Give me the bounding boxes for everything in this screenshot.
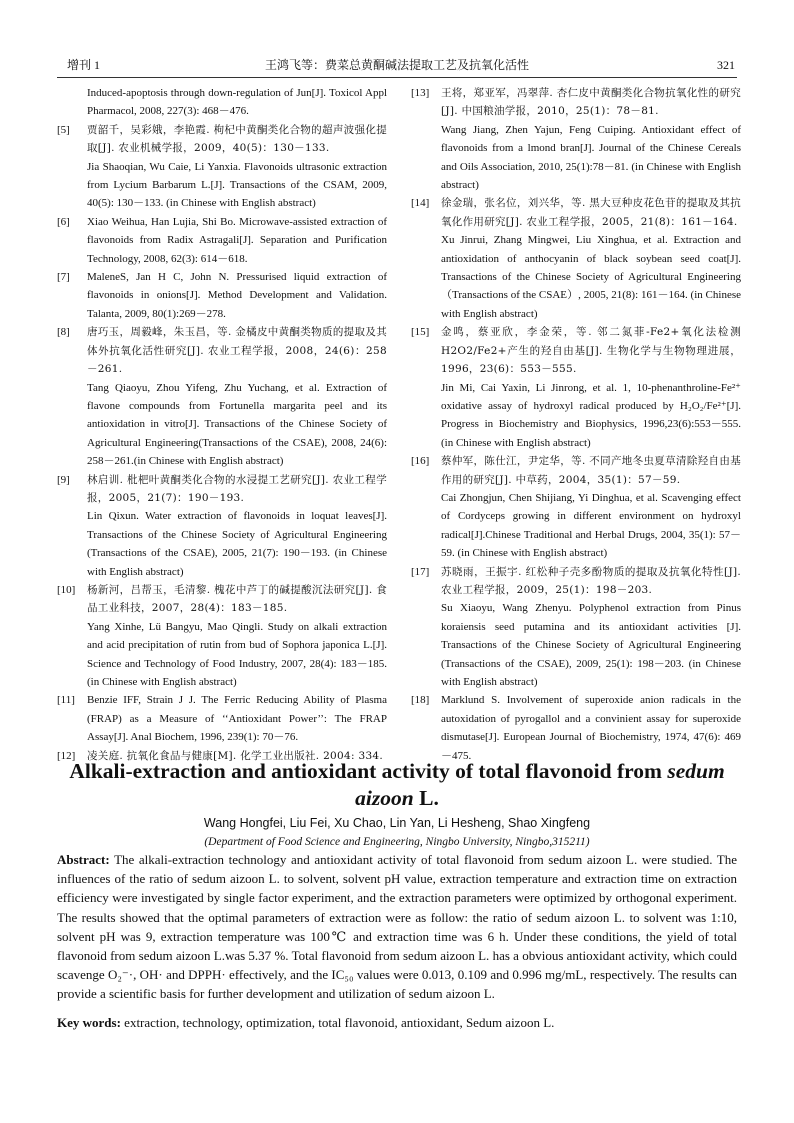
article-affiliation: (Department of Food Science and Engineering, Ningbo University, Ningbo,315211)	[204, 836, 590, 848]
reference-english-text: Tang Qiaoyu, Zhou Yifeng, Zhu Yuchang, et al. Extraction of flavone compounds from Fortunella margarita peel and its antioxidation in vitro[J]. Transactions of the Chinese Society of Agricultural Engineering(Transactions of the CSAE), 2008, 24(6): 258－261.(in Chinese with English abstract)	[87, 381, 387, 468]
reference-item	[57, 581, 387, 691]
article-authors: Wang Hongfei, Liu Fei, Xu Chao, Lin Yan, Li Hesheng, Shao Xingfeng	[203, 816, 591, 830]
reference-number: [16]	[411, 455, 430, 468]
reference-chinese-text: 王将，郑亚军，冯翠萍. 杏仁皮中黄酮类化合物抗氧化性的研究[J]. 中国粮油学报，2010，25(1)：78－81.	[441, 87, 741, 118]
reference-chinese-text: 杨新河，吕帮玉，毛清黎. 槐花中芦丁的碱提酸沉法研究[J]. 食品工业科技，2007，28(4)：183－185.	[87, 583, 387, 615]
reference-english-text: Benzie IFF, Strain J J. The Ferric Reducing Ability of Plasma (FRAP) as a Measure of ‘‘Antioxidant Power’’: The FRAP Assay[J]. Anal Biochem, 1996, 239(1): 70－76.	[87, 694, 387, 744]
page-number: 321	[717, 58, 735, 72]
reference-number: [15]	[411, 326, 430, 339]
reference-item	[411, 452, 741, 562]
reference-english-text: Wang Jiang, Zhen Yajun, Feng Cuiping. Antioxidant effect of flavonoids from a lmond bran[J]. Journal of the Chinese Cereals and Oils Association, 2010, 25(1):78－81. (in Chinese with English abstract)	[441, 123, 741, 192]
reference-item	[57, 471, 387, 581]
reference-number: [9]	[57, 473, 70, 486]
reference-english-text: MaleneS, Jan H C, John N. Pressurised liquid extraction of flavonoids in onions[J]. Method Development and Validation. Talanta, 2009, 80(1):269－278.	[87, 271, 387, 320]
reference-item	[57, 213, 387, 268]
reference-english-text: Marklund S. Involvement of superoxide anion radicals in the autoxidation of pyrogallol and a convinient assay for superoxide dismutase[J]. European Journal of Biochemistry, 1974, 47(6): 469－475.	[441, 694, 741, 762]
keywords	[57, 1013, 737, 1032]
reference-item	[57, 323, 387, 470]
reference-number: [13]	[411, 87, 430, 99]
reference-english-text: Jin Mi, Cai Yaxin, Li Jinrong, et al. 1, 10-phenanthroline-Fe²⁺ oxidative assay of hydroxyl radical produced by H₂O₂/Fe²⁺[J]. Progress in Biochemistry and Biophysics, 1996,23(6):553－555. (in Chinese with English abstract)	[441, 381, 741, 449]
reference-number: [5]	[57, 123, 70, 136]
reference-number: [10]	[57, 583, 76, 596]
reference-item	[57, 84, 387, 121]
issue-label: 增刊 1	[67, 58, 101, 72]
reference-item	[57, 691, 387, 746]
reference-item	[57, 268, 387, 323]
reference-number: [17]	[411, 565, 430, 578]
reference-english-text: Xu Jinrui, Zhang Mingwei, Liu Xinghua, et al. Extraction and antioxidation of anthocyanin of black soybean seed coat[J]. Transactions of the Chinese Society of Agricultural Engineering（Transactions of the CSAE）, 2005, 21(8): 161－164. (in Chinese with English abstract)	[441, 234, 741, 320]
abstract-text: The alkali-extraction technology and antioxidant activity of total flavonoid from sedum aizoon L. were studied. The influences of the ratio of sedum aizoon L. to solvent, solvent pH value, extraction temperature and extraction time on extraction efficiency were investigated by single factor experiment, and the extraction parameters were optimized by orthogonal experiment. The results showed that the optimal parameters of extraction were as follow: the ratio of sedum aizoon L. to solvent was 1:10, solvent pH was 9, extraction temperature was 100℃ and extraction time was 6 h. Under these conditions, the yield of total flavonoid from sedum aizoon L.was 5.37 %. Total flavonoid from sedum aizoon L. has a obvious antioxidant activity, which could scavenge O₂⁻·, OH· and DPPH· effectively, and the IC₅₀ values were 0.013, 0.109 and 0.996 mg/mL, respectively. The results can provide a scientific basis for further development and utilization of sedum aizoon L.	[57, 852, 738, 1002]
reference-chinese-text: 林启训. 枇杷叶黄酮类化合物的水浸提工艺研究[J]. 农业工程学报，2005，21(7)：190－193.	[87, 473, 387, 504]
abstract	[57, 850, 737, 1004]
reference-number: [8]	[57, 326, 70, 339]
reference-chinese-text: 徐金瑞，张名位，刘兴华，等. 黑大豆种皮花色苷的提取及其抗氧化作用研究[J]. 农业工程学报，2005，21(8)：161－164.	[441, 197, 741, 228]
reference-item	[411, 84, 741, 194]
reference-item	[411, 194, 741, 323]
reference-chinese-text: 贾韶千，吴彩娥，李艳霞. 枸杞中黄酮类化合物的超声波强化提取[J]. 农业机械学报，2009，40(5)：130－133.	[87, 123, 387, 155]
reference-text: Induced-apoptosis through down-regulation of Jun[J]. Toxicol Appl Pharmacol, 2008, 227(3): 468－476.	[87, 87, 387, 118]
reference-chinese-text: 唐巧玉，周毅峰，朱玉昌，等. 金橘皮中黄酮类物质的提取及其体外抗氧化活性研究[J]. 农业工程学报，2008，24(6)：258－261.	[87, 326, 387, 376]
reference-english-text: Yang Xinhe, Lü Bangyu, Mao Qingli. Study on alkali extraction and acid precipitation of rutin from bud of Sophora japonica L.[J]. Science and Technology of Food Industry, 2007, 28(4): 183－185. (in Chinese with English abstract)	[87, 620, 387, 688]
reference-number: [7]	[57, 271, 70, 284]
reference-item	[57, 121, 387, 213]
header-rule	[57, 77, 737, 78]
reference-number: [12]	[57, 749, 76, 762]
title-main: Alkali-extraction and antioxidant activity of total flavonoid from	[69, 759, 668, 783]
reference-number: [6]	[57, 215, 70, 228]
keywords-text: extraction, technology, optimization, total flavonoid, antioxidant, Sedum aizoon L.	[124, 1015, 555, 1030]
reference-item	[411, 323, 741, 452]
references-left-column	[57, 84, 387, 765]
reference-english-text: Lin Qixun. Water extraction of flavonoids in loquat leaves[J]. Transactions of the Chinese Society of Agricultural Engineering (Transactions of the CSAE), 2005, 21(7): 190－193. (in Chinese with English abstract)	[87, 510, 387, 578]
title-species: sedum aizoon	[355, 759, 725, 810]
title-end: L.	[413, 786, 439, 810]
reference-number: [14]	[411, 197, 430, 210]
reference-number: [11]	[57, 694, 75, 707]
reference-chinese-text: 金鸣，蔡亚欣，李金荣，等. 邻二氮菲-Fe2+氧化法检测H2O2/Fe2+产生的羟自由基[J]. 生物化学与生物物理进展，1996，23(6)：553－555.	[441, 326, 741, 376]
reference-english-text: Cai Zhongjun, Chen Shijiang, Yi Dinghua, et al. Scavenging effect of Cordyceps growing in different environment on hydroxyl radical[J].Chinese Traditional and Herbal Drugs, 2004, 35(1): 57－59. (in Chinese with English abstract)	[441, 491, 741, 560]
abstract-label: Abstract:	[57, 852, 110, 867]
reference-item	[411, 691, 741, 765]
reference-chinese-text: 凌关庭. 抗氧化食品与健康[M]. 化学工业出版社. 2004: 334.	[87, 749, 384, 762]
references-right-column	[411, 84, 741, 765]
reference-english-text: Xiao Weihua, Han Lujia, Shi Bo. Microwave-assisted extraction of flavonoids from Radix Astragali[J]. Separation and Purification Technology, 2008, 62(3): 614－618.	[87, 215, 387, 265]
page-header	[57, 54, 737, 74]
reference-number: [18]	[411, 694, 430, 707]
reference-chinese-text: 蔡仲军，陈仕江，尹定华，等. 不同产地冬虫夏草清除羟自由基作用的研究[J]. 中草药，2004，35(1)：57－59.	[441, 455, 741, 486]
keywords-label: Key words:	[57, 1015, 121, 1030]
reference-english-text: Jia Shaoqian, Wu Caie, Li Yanxia. Flavonoids ultrasonic extraction from Lycium Barbarum L.[J]. Transactions of the CSAM, 2009, 40(5): 130－133. (in Chinese with English abstract)	[87, 160, 387, 210]
reference-english-text: Su Xiaoyu, Wang Zhenyu. Polyphenol extraction from Pinus koraiensis seed putamina and its antioxidant activities [J]. Transactions of the Chinese Society of Agricultural Engineering (Transactions of the CSAE), 2009, 25(1): 198－203. (in Chinese with English abstract)	[441, 602, 741, 688]
reference-chinese-text: 苏晓雨，王振宇. 红松种子壳多酚物质的提取及抗氧化特性[J]. 农业工程学报，2009，25(1)：198－203.	[441, 565, 741, 596]
reference-item	[411, 563, 741, 692]
article-title	[57, 758, 737, 812]
running-title: 王鸿飞等：费菜总黄酮碱法提取工艺及抗氧化活性	[264, 58, 529, 72]
